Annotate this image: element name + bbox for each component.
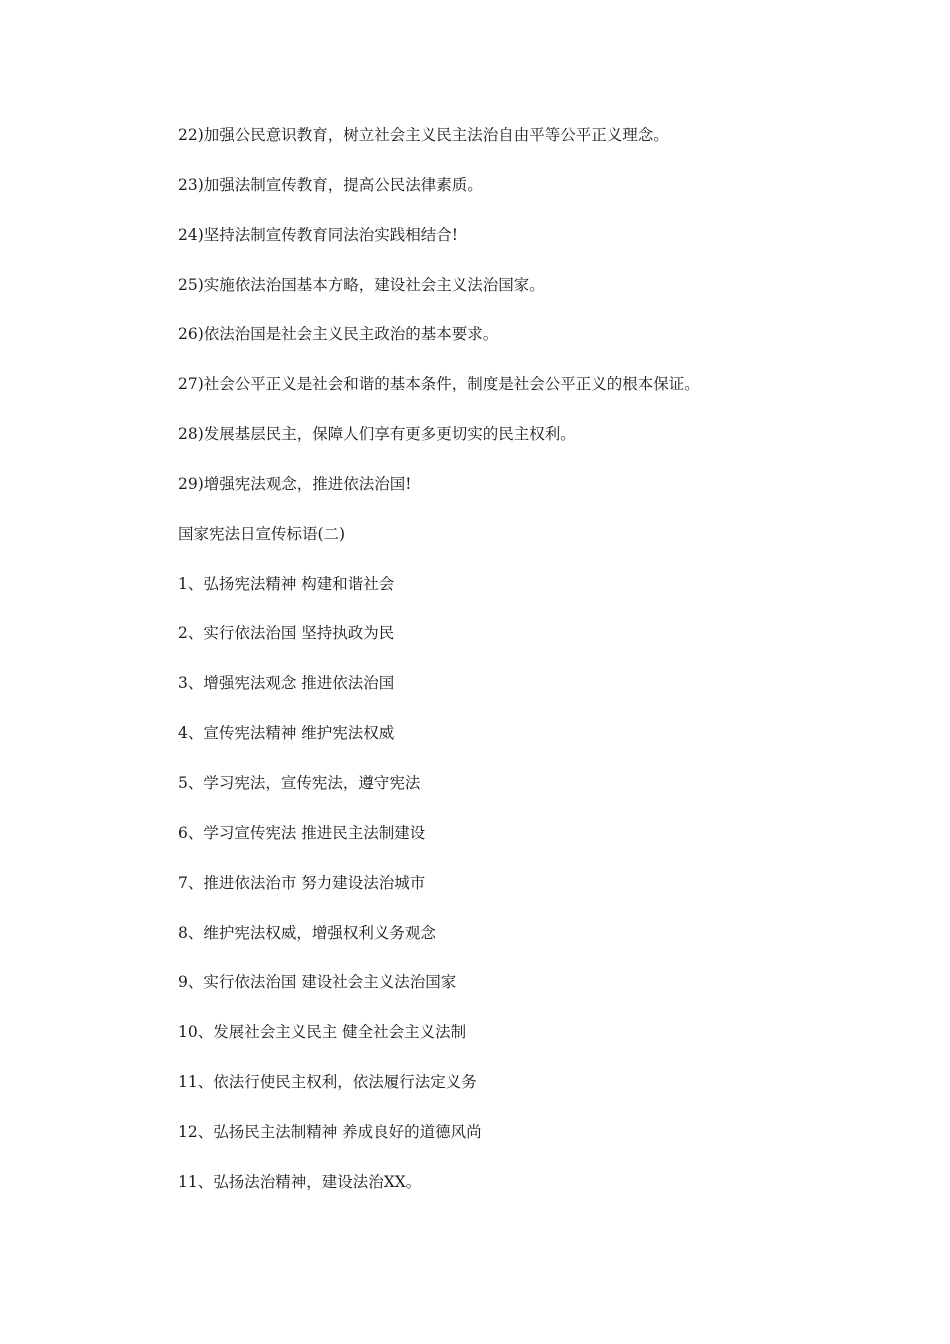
list-item: 10、发展社会主义民主 健全社会主义法制 (178, 1023, 467, 1042)
list-item: 3、增强宪法观念 推进依法治国 (178, 674, 395, 693)
list-item: 4、宣传宪法精神 维护宪法权威 (178, 724, 395, 743)
list-item: 5、学习宪法，宣传宪法，遵守宪法 (178, 773, 421, 792)
slogan-list (178, 122, 878, 1219)
list-item: 26)依法治国是社会主义民主政治的基本要求。 (178, 325, 499, 344)
list-item: 12、弘扬民主法制精神 养成良好的道德风尚 (178, 1122, 482, 1141)
list-item: 8、维护宪法权威，增强权利义务观念 (178, 923, 436, 942)
section-heading: 国家宪法日宣传标语(二) (178, 524, 346, 543)
list-item: 28)发展基层民主，保障人们享有更多更切实的民主权利。 (178, 425, 576, 444)
list-item: 27)社会公平正义是社会和谐的基本条件，制度是社会公平正义的根本保证。 (178, 375, 700, 394)
list-item: 6、学习宣传宪法 推进民主法制建设 (178, 823, 426, 842)
list-item: 24)坚持法制宣传教育同法治实践相结合! (178, 225, 459, 244)
list-item: 23)加强法制宣传教育，提高公民法律素质。 (178, 175, 483, 194)
list-item: 2、实行依法治国 坚持执政为民 (178, 624, 395, 643)
list-item: 25)实施依法治国基本方略，建设社会主义法治国家。 (178, 275, 545, 294)
list-item: 29)增强宪法观念，推进依法治国! (178, 474, 412, 493)
list-item: 11、弘扬法治精神，建设法治XX。 (178, 1172, 422, 1191)
list-item: 22)加强公民意识教育，树立社会主义民主法治自由平等公平正义理念。 (178, 126, 669, 144)
list-item: 9、实行依法治国 建设社会主义法治国家 (178, 973, 457, 992)
list-item: 1、弘扬宪法精神 构建和谐社会 (178, 574, 395, 593)
list-item: 7、推进依法治市 努力建设法治城市 (178, 873, 426, 892)
list-item: 11、依法行使民主权利，依法履行法定义务 (178, 1073, 477, 1092)
